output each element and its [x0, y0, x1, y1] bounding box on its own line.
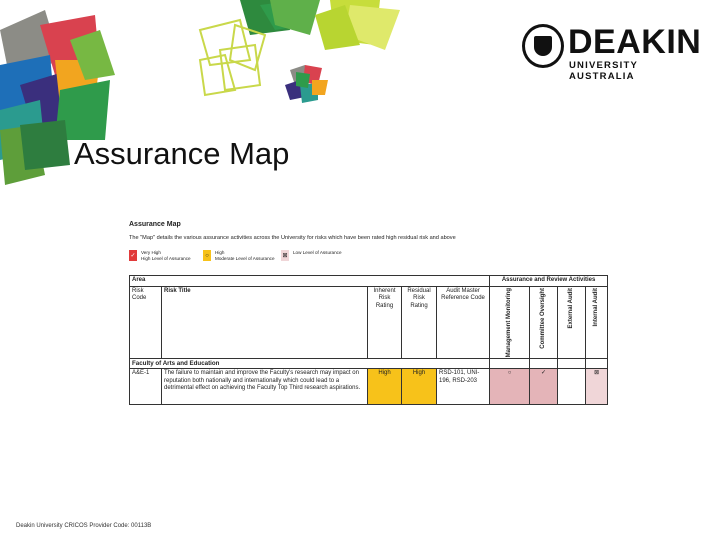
- legend-label: Low Level of Assurance: [293, 250, 342, 255]
- logo-subtitle: UNIVERSITY AUSTRALIA: [569, 60, 638, 82]
- header-committee-oversight: Committee Oversight: [539, 287, 546, 349]
- crest-icon: [522, 24, 564, 68]
- legend-swatch: ⊠: [281, 250, 289, 261]
- audit-ref-codes: RSD-101, UNI-196, RSD-203: [437, 369, 490, 405]
- legend-label: High Level of Assurance: [141, 256, 191, 261]
- legend-label: High: [215, 250, 225, 255]
- header-activities-group: Assurance and Review Activities: [490, 276, 608, 287]
- mark-internal-audit: ⊠: [586, 369, 608, 405]
- mark-management-monitoring: ○: [490, 369, 530, 405]
- header-internal-audit: Internal Audit: [592, 287, 599, 326]
- risk-code: A&E-1: [130, 369, 162, 405]
- header-risk-code: Risk Code: [130, 286, 162, 358]
- petals-top-center: [240, 0, 400, 50]
- header-audit-ref: Audit Master Reference Code: [437, 286, 490, 358]
- document-description: The "Map" details the various assurance activities across the University for risks which have been rated high residual risk and above: [129, 235, 456, 241]
- residual-rating: High: [402, 369, 437, 405]
- table-row: [130, 369, 608, 405]
- assurance-map-document: [123, 218, 609, 392]
- assurance-table: [129, 275, 608, 405]
- header-management-monitoring: Management Monitoring: [505, 287, 512, 357]
- mark-committee-oversight: ✓: [530, 369, 558, 405]
- legend-item-high: [203, 250, 275, 262]
- header-area: Area: [130, 276, 490, 287]
- legend-label: Moderate Level of Assurance: [215, 256, 275, 261]
- header-external-audit: External Audit: [567, 287, 574, 328]
- risk-title: The failure to maintain and improve the Faculty's research may impact on reputation both nationally and internationally which could lead to a detrimental effect on achieving the Faculty Top Third research aspirations.: [162, 369, 368, 405]
- deakin-logo: [522, 22, 702, 82]
- legend-swatch: ○: [203, 250, 211, 261]
- header-inherent: Inherent Risk Rating: [368, 286, 402, 358]
- legend-item-low: [281, 250, 342, 261]
- legend-label: Very High: [141, 250, 161, 255]
- footer-cricos: Deakin University CRICOS Provider Code: 00113B: [16, 523, 152, 529]
- petals-outline-cluster: [200, 20, 265, 95]
- legend-swatch: ✓: [129, 250, 137, 261]
- header-risk-title: Risk Title: [162, 286, 368, 358]
- slide-title: Assurance Map: [74, 136, 290, 171]
- inherent-rating: High: [368, 369, 402, 405]
- petals-small-cluster: [285, 65, 328, 103]
- header-residual: Residual Risk Rating: [402, 286, 437, 358]
- logo-wordmark: DEAKIN: [568, 23, 702, 61]
- legend: [129, 250, 359, 266]
- section-faculty: Faculty of Arts and Education: [130, 358, 490, 369]
- mark-external-audit: [558, 369, 586, 405]
- legend-item-very-high: [129, 250, 191, 262]
- document-title: Assurance Map: [129, 221, 181, 228]
